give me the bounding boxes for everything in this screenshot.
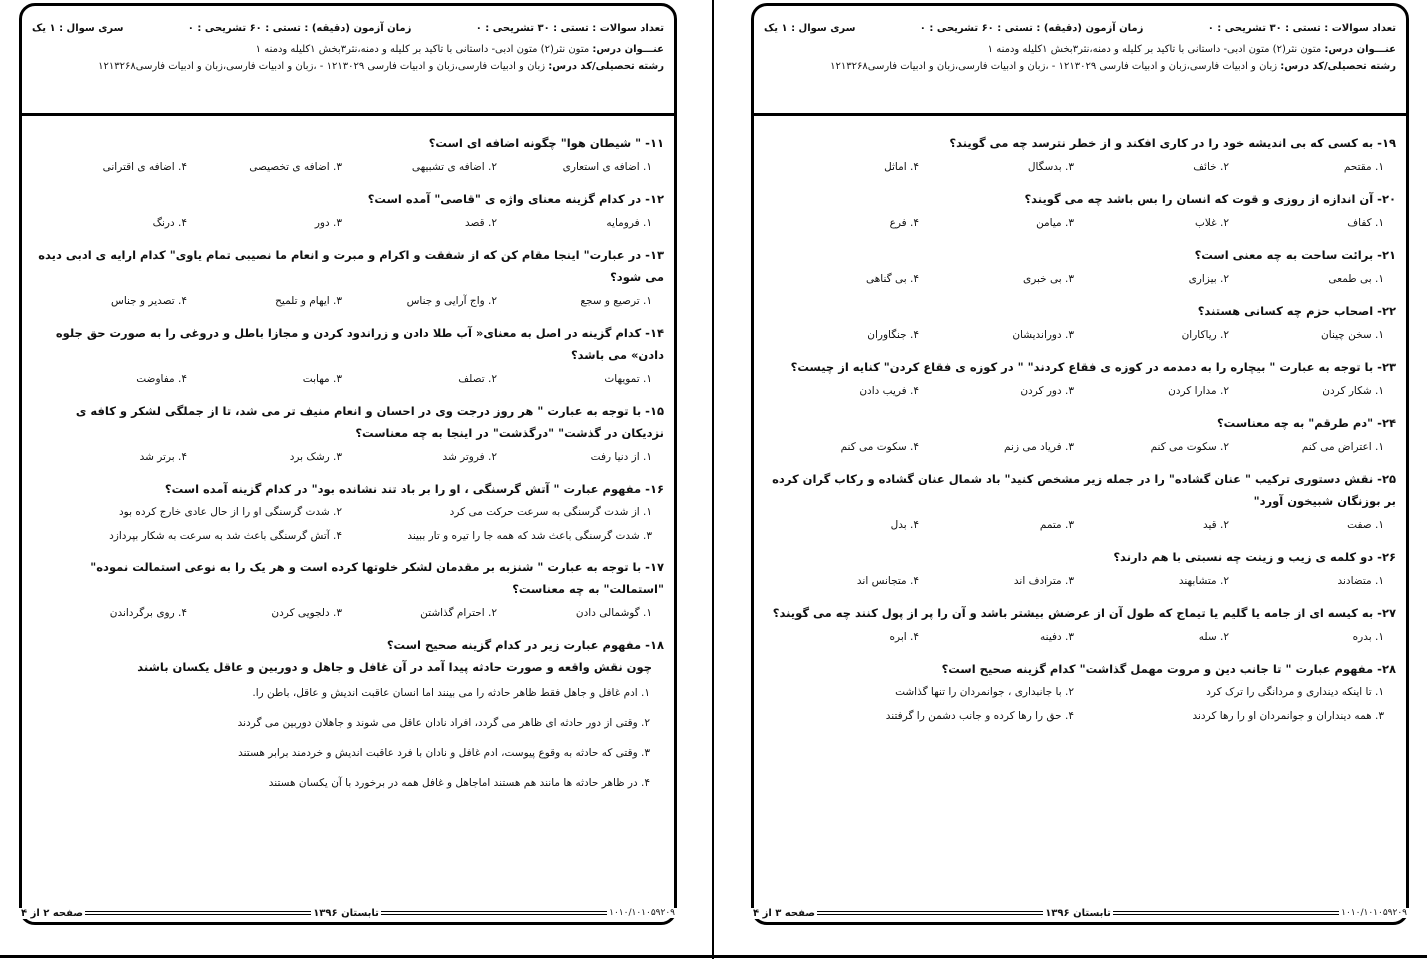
question [764, 300, 1396, 348]
question-text [764, 546, 1396, 568]
questions-list [754, 116, 1406, 728]
answer-option[interactable]: ۲. متشابهند [1178, 575, 1229, 587]
page-header [754, 6, 1406, 116]
page-header [22, 6, 674, 116]
answer-options [764, 680, 1396, 728]
question-number: ۱۷- [645, 560, 664, 574]
question-stem: دو کلمه ی زیب و زینت چه نسبتی با هم دارند؟ [1113, 550, 1374, 564]
exam-term: تابستان ۱۳۹۶ [1045, 907, 1111, 919]
answer-option[interactable]: ۲. واج آرایی و جناس [406, 295, 497, 307]
question [764, 468, 1396, 538]
page-footer [751, 903, 1409, 923]
question-text [32, 634, 664, 656]
course-label: عنـــوان درس: [1324, 44, 1396, 55]
answer-option[interactable]: ۳. شدت گرسنگی باعث شد که همه جا را تیره و تار ببیند [407, 530, 652, 542]
answer-option[interactable]: ۱. سخن چینان [1321, 329, 1384, 341]
field-label: رشته تحصیلی/کد درس: [548, 61, 664, 72]
question [32, 556, 664, 626]
question-number: ۲۶- [1377, 550, 1396, 564]
questions-list [22, 116, 674, 798]
answer-option[interactable]: ۱. مقتحم [1343, 161, 1384, 173]
question-number: ۲۲- [1377, 304, 1396, 318]
footer-rule [817, 911, 1043, 915]
question-text [764, 356, 1396, 378]
answer-option[interactable]: ۴. فرع [889, 217, 919, 229]
question [764, 132, 1396, 180]
question-stem: برائت ساحت به چه معنی است؟ [1194, 248, 1374, 262]
answer-option[interactable]: ۴. تصدیر و جناس [111, 295, 187, 307]
course-row [32, 44, 664, 55]
question-number: ۱۶- [645, 482, 664, 496]
answer-option[interactable]: ۱. تا اینکه دینداری و مردانگی را ترک کرد [1206, 686, 1384, 698]
answer-option[interactable]: ۳. دلجویی کردن [271, 607, 342, 619]
answer-option[interactable]: ۳. فریاد می زنم [1004, 441, 1074, 453]
answer-option[interactable]: ۲. مدارا کردن [1168, 385, 1229, 397]
question-stem: به کسی که بی اندیشه خود را در کاری افکند و از خطر نترسد چه می گویند؟ [949, 136, 1374, 150]
num-questions: تعداد سوالات : تستی : ۳۰ تشریحی : ۰ [475, 22, 664, 34]
question-stem: به کیسه ای از جامه یا گلیم یا تیماج که طول آن از عرضش بیشتر باشد و آن را پر از پول کنند چه می گویند؟ [772, 606, 1374, 620]
question-stem: با توجه به عبارت " بیچاره را به دمدمه در کوزه ی فقاع کردند" " در کوزه ی فقاع کردن" کنایه از چیست؟ [790, 360, 1374, 374]
question-quote: چون نقش واقعه و صورت حادثه پیدا آمد در آن غافل و جاهل و دوربین و عاقل یکسان باشند [137, 660, 652, 674]
question-text [32, 478, 664, 500]
question-stem: مفهوم عبارت " آتش گرسنگی ، او را بر باد تند نشانده بود" در کدام گزینه آمده است؟ [164, 482, 642, 496]
question-number: ۲۳- [1377, 360, 1396, 374]
question-number: ۲۸- [1377, 662, 1396, 676]
answer-option[interactable]: ۴. ابره [889, 631, 919, 643]
question-stem: با توجه به عبارت " شنزبه بر مقدمان لشکر خلوتها کرده است و هر یک را به نوعی استمالت نموده" "استمالت" به چه معناست؟ [90, 560, 664, 596]
answer-option[interactable]: ۳. رشک برد [289, 451, 342, 463]
num-questions: تعداد سوالات : تستی : ۳۰ تشریحی : ۰ [1207, 22, 1396, 34]
question-text [32, 322, 664, 366]
course-label: عنـــوان درس: [592, 44, 664, 55]
answer-option[interactable]: ۴. بدل [890, 519, 919, 531]
question-number: ۲۱- [1377, 248, 1396, 262]
answer-options [764, 378, 1396, 404]
answer-option[interactable]: ۲. بیزاری [1188, 273, 1229, 285]
question [32, 188, 664, 236]
answer-option[interactable]: ۱. اعتراض می کنم [1301, 441, 1384, 453]
answer-option[interactable]: ۳. دور [314, 217, 342, 229]
center-divider [712, 0, 714, 959]
question-stem: آن اندازه از روزی و قوت که انسان را بس باشد چه می گویند؟ [1024, 192, 1374, 206]
exam-page-3 [751, 3, 1409, 925]
question-number: ۱۱- [645, 136, 664, 150]
question-number: ۱۸- [645, 638, 664, 652]
answer-option[interactable]: ۳. دور کردن [1020, 385, 1074, 397]
answer-option[interactable]: ۳. مترادف اند [1013, 575, 1074, 587]
footer-rule [381, 911, 607, 915]
field-value: زبان و ادبیات فارسی،زبان و ادبیات فارسی ۱۲۱۳۰۲۹ - ،زبان و ادبیات فارسی،زبان و ادبیات فارسی۱۲۱۳۲۶۸ [830, 61, 1278, 72]
answer-option[interactable]: ۳. میامن [1036, 217, 1074, 229]
answer-option[interactable]: ۲. وقتی از دور حادثه ای ظاهر می گردد، افراد نادان عاقل می شوند و جاهلان دوربین می گردند [237, 717, 650, 729]
exam-page-2 [19, 3, 677, 925]
question [32, 400, 664, 470]
answer-option[interactable]: ۲. غلاب [1195, 217, 1229, 229]
question-stem: " شیطان هوا" چگونه اضافه ای است؟ [428, 136, 642, 150]
answer-option[interactable]: ۱. ترصیع و سجع [580, 295, 652, 307]
question-text [32, 556, 664, 600]
question-stem: مفهوم عبارت " تا جانب دین و مروت مهمل گذاشت" کدام گزینه صحیح است؟ [941, 662, 1374, 676]
question-text [32, 188, 664, 210]
field-row [32, 61, 664, 72]
answer-option[interactable]: ۲. خائف [1193, 161, 1229, 173]
answer-option[interactable]: ۴. اضافه ی اقترانی [102, 161, 187, 173]
answer-options [764, 154, 1396, 180]
answer-option[interactable]: ۱. از شدت گرسنگی به سرعت حرکت می کرد [449, 506, 652, 518]
question-number: ۱۲- [645, 192, 664, 206]
exam-time: زمان آزمون (دقیقه) : تستی : ۶۰ تشریحی : ۰ [187, 22, 412, 34]
series: سری سوال : ۱ یک [764, 22, 856, 34]
answer-option[interactable]: ۲. قید [1202, 519, 1229, 531]
question-number: ۱۴- [645, 326, 664, 340]
answer-options [32, 154, 664, 180]
answer-option[interactable]: ۱. متضادند [1337, 575, 1384, 587]
answer-option[interactable]: ۳. بدسگال [1027, 161, 1074, 173]
exam-term: تابستان ۱۳۹۶ [313, 907, 379, 919]
question [764, 602, 1396, 650]
footer-rule [1113, 911, 1339, 915]
answer-option[interactable]: ۴. آتش گرسنگی باعث شد به سرعت به شکار بپردازد [109, 530, 342, 542]
course-value: متون نثر(۲) متون ادبی- داستانی با تاکید بر کلیله و دمنه،نثر۳بخش ۱کلیله ودمنه ۱ [987, 44, 1322, 55]
question-stem: در عبارت" اینجا مقام کن که از شفقت و اکرام و مبرت و انعام ما نصیبی تمام یاوی" کدام ارایه ی ادبی دیده می شود؟ [38, 248, 664, 284]
answer-options [32, 678, 664, 798]
question-number: ۲۷- [1377, 606, 1396, 620]
question-text [32, 244, 664, 288]
page-number: صفحه ۳ از ۴ [753, 907, 815, 919]
answer-option[interactable]: ۱. کفاف [1347, 217, 1384, 229]
page-number: صفحه ۲ از ۴ [21, 907, 83, 919]
question-stem: نقش دستوری ترکیب " عنان گشاده" را در جمله زیر مشخص کنید" باد شمال عنان گشاده و رکاب گران کرده بر بوزنگان شبیخون آورد" [772, 472, 1396, 508]
answer-option[interactable]: ۲. شدت گرسنگی او را از حال عادی خارج کرده بود [118, 506, 342, 518]
answer-option[interactable]: ۲. احترام گذاشتن [420, 607, 497, 619]
answer-options [32, 444, 664, 470]
answer-option[interactable]: ۳. همه دینداران و جوانمردان او را رها کردند [1192, 710, 1384, 722]
answer-option[interactable]: ۳. دفینه [1040, 631, 1074, 643]
question-stem: با توجه به عبارت " هر روز درجت وی در احسان و انعام منیف تر می شد، تا از جملگی لشکر و کافه ی نزدیکان در گذشت" "درگذشت" در اینجا به چه معناست؟ [75, 404, 664, 440]
question-text [764, 658, 1396, 680]
answer-options [32, 366, 664, 392]
question [32, 478, 664, 548]
question-text [764, 132, 1396, 154]
question-text [764, 300, 1396, 322]
answer-option[interactable]: ۴. جنگاوران [867, 329, 919, 341]
question-text [764, 468, 1396, 512]
answer-option[interactable]: ۴. در ظاهر حادثه ها مانند هم هستند اماجاهل و غافل همه در برخورد با آن یکسان هستند [268, 777, 650, 789]
answer-option[interactable]: ۴. بی گناهی [866, 273, 919, 285]
answer-options [764, 568, 1396, 594]
answer-option[interactable]: ۱. فرومایه [606, 217, 652, 229]
exam-code: ۱۰۱۰/۱۰۱۰۵۹۲۰۹ [1341, 908, 1407, 918]
answer-option[interactable]: ۲. سله [1198, 631, 1229, 643]
question-stem: "دم طرقم" به چه معناست؟ [1216, 416, 1374, 430]
series: سری سوال : ۱ یک [32, 22, 124, 34]
answer-options [764, 624, 1396, 650]
field-label: رشته تحصیلی/کد درس: [1280, 61, 1396, 72]
question-text [764, 602, 1396, 624]
answer-option[interactable]: ۱. از دنیا رفت [590, 451, 652, 463]
answer-option[interactable]: ۳. وقتی که حادثه به وقوع پیوست، ادم غافل و نادان با فرد عاقبت اندیش و خردمند برابر هستند [238, 747, 650, 759]
answer-option[interactable]: ۳. بی خبری [1023, 273, 1074, 285]
question [764, 356, 1396, 404]
field-row [764, 61, 1396, 72]
answer-option[interactable]: ۴. برتر شد [139, 451, 187, 463]
answer-option[interactable]: ۳. مهابت [302, 373, 342, 385]
answer-option[interactable]: ۲. ریاکاران [1181, 329, 1229, 341]
answer-option[interactable]: ۴. فریب دادن [859, 385, 919, 397]
page-footer [19, 903, 677, 923]
answer-options [32, 600, 664, 626]
answer-options [764, 322, 1396, 348]
answer-option[interactable]: ۱. بی طمعی [1328, 273, 1384, 285]
answer-option[interactable]: ۴. متجانس اند [856, 575, 919, 587]
answer-option[interactable]: ۱. گوشمالی دادن [575, 607, 652, 619]
question-number: ۱۳- [645, 248, 664, 262]
answer-options [32, 210, 664, 236]
answer-option[interactable]: ۲. تصلف [458, 373, 497, 385]
answer-option[interactable]: ۲. اضافه ی تشبیهی [411, 161, 497, 173]
answer-option[interactable]: ۱. ادم غافل و جاهل فقط ظاهر حادثه را می بینند اما انسان عاقبت اندیش و عاقل، باطن را. [252, 687, 650, 699]
answer-option[interactable]: ۲. قصد [465, 217, 497, 229]
question [764, 188, 1396, 236]
answer-option[interactable]: ۱. بدره [1352, 631, 1384, 643]
answer-option[interactable]: ۳. دوراندیشان [1012, 329, 1074, 341]
question-number: ۲۵- [1377, 472, 1396, 486]
footer-rule [85, 911, 311, 915]
answer-option[interactable]: ۳. اضافه ی تخصیصی [249, 161, 342, 173]
question-text [764, 188, 1396, 210]
question [764, 244, 1396, 292]
question-stem: مفهوم عبارت زیر در کدام گزینه صحیح است؟ [386, 638, 642, 652]
answer-option[interactable]: ۴. اماثل [884, 161, 919, 173]
question-stem: در کدام گزینه معنای واژه ی "قاصی" آمده است؟ [367, 192, 642, 206]
answer-option[interactable]: ۴. روی برگرداندن [109, 607, 187, 619]
answer-option[interactable]: ۱. اضافه ی استعاری [562, 161, 652, 173]
question-text [32, 400, 664, 444]
question-text [32, 132, 664, 154]
question [764, 658, 1396, 728]
question [32, 634, 664, 798]
course-value: متون نثر(۲) متون ادبی- داستانی با تاکید بر کلیله و دمنه،نثر۳بخش ۱کلیله ودمنه ۱ [255, 44, 590, 55]
answer-option[interactable]: ۱. شکار کردن [1322, 385, 1384, 397]
answer-option[interactable]: ۴. مفاوضت [136, 373, 187, 385]
answer-options [32, 288, 664, 314]
question [764, 412, 1396, 460]
question [32, 132, 664, 180]
question-text [764, 412, 1396, 434]
question [32, 244, 664, 314]
answer-options [764, 434, 1396, 460]
answer-option[interactable]: ۴. حق را رها کرده و جانب دشمن را گرفتند [885, 710, 1074, 722]
field-value: زبان و ادبیات فارسی،زبان و ادبیات فارسی ۱۲۱۳۰۲۹ - ،زبان و ادبیات فارسی،زبان و ادبیات فارسی۱۲۱۳۲۶۸ [98, 61, 546, 72]
bottom-divider [0, 955, 1427, 958]
answer-option[interactable]: ۴. سکوت می کنم [840, 441, 919, 453]
answer-option[interactable]: ۳. ایهام و تلمیح [275, 295, 342, 307]
question-stem: اصحاب حزم چه کسانی هستند؟ [1197, 304, 1374, 318]
answer-option[interactable]: ۴. درنگ [152, 217, 187, 229]
answer-option[interactable]: ۱. تمویهات [604, 373, 652, 385]
answer-option[interactable]: ۲. سکوت می کنم [1150, 441, 1229, 453]
question-number: ۱۹- [1377, 136, 1396, 150]
course-row [764, 44, 1396, 55]
answer-options [764, 266, 1396, 292]
exam-code: ۱۰۱۰/۱۰۱۰۵۹۲۰۹ [609, 908, 675, 918]
answer-option[interactable]: ۱. صفت [1347, 519, 1384, 531]
answer-options [764, 210, 1396, 236]
answer-option[interactable]: ۲. فروتر شد [442, 451, 497, 463]
answer-options [764, 512, 1396, 538]
question-number: ۲۰- [1377, 192, 1396, 206]
question-number: ۲۴- [1377, 416, 1396, 430]
question [764, 546, 1396, 594]
question-text [764, 244, 1396, 266]
question-number: ۱۵- [645, 404, 664, 418]
exam-time: زمان آزمون (دقیقه) : تستی : ۶۰ تشریحی : ۰ [919, 22, 1144, 34]
answer-option[interactable]: ۳. متمم [1039, 519, 1074, 531]
question-stem: کدام گزینه در اصل به معنای« آب طلا دادن و زراندود کردن و مجازا باطل و دروغی را به صورت حق جلوه دادن» می باشد؟ [55, 326, 664, 362]
answer-options [32, 500, 664, 548]
answer-option[interactable]: ۲. با جانبداری ، جوانمردان را تنها گذاشت [895, 686, 1074, 698]
question [32, 322, 664, 392]
